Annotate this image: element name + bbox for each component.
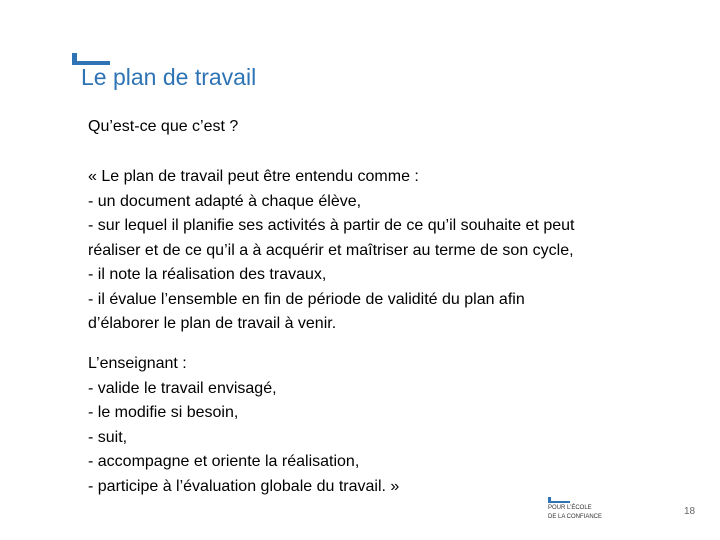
definition-line: - il note la réalisation des travaux,: [88, 266, 327, 283]
definition-line: d’élaborer le plan de travail à venir.: [88, 315, 337, 332]
logo-mark-horizontal: [548, 501, 570, 503]
definition-line: - sur lequel il planifie ses activités à partir de ce qu’il souhaite et peut: [88, 217, 575, 234]
teacher-role-list: [88, 352, 608, 499]
definition-line: - il évalue l’ensemble en fin de période de validité du plan afin: [88, 290, 525, 308]
teacher-list-item: - accompagne et oriente la réalisation,: [88, 453, 360, 470]
ministry-logo: [548, 497, 648, 527]
teacher-list-item: - suit,: [88, 428, 128, 446]
definition-line: réaliser et de ce qu’il a à acquérir et maîtriser au terme de son cycle,: [88, 241, 574, 259]
teacher-list-heading: L’enseignant :: [88, 355, 187, 372]
teacher-list-item: - participe à l’évaluation globale du travail. »: [88, 477, 400, 495]
teacher-list-item: - valide le travail envisagé,: [88, 379, 277, 397]
teacher-list-item: - le modifie si besoin,: [88, 404, 239, 421]
definition-line: « Le plan de travail peut être entendu comme :: [88, 168, 419, 185]
logo-line-2: DE LA CONFIANCE: [548, 514, 603, 520]
logo-line-1: POUR L’ÉCOLE: [548, 505, 592, 511]
definition-line: - un document adapté à chaque élève,: [88, 192, 362, 210]
slide-subtitle: Qu’est-ce que c’est ?: [88, 118, 239, 135]
page-number: 18: [684, 506, 696, 517]
definition-paragraph: [88, 165, 713, 337]
slide-title: Le plan de travail: [81, 64, 257, 90]
